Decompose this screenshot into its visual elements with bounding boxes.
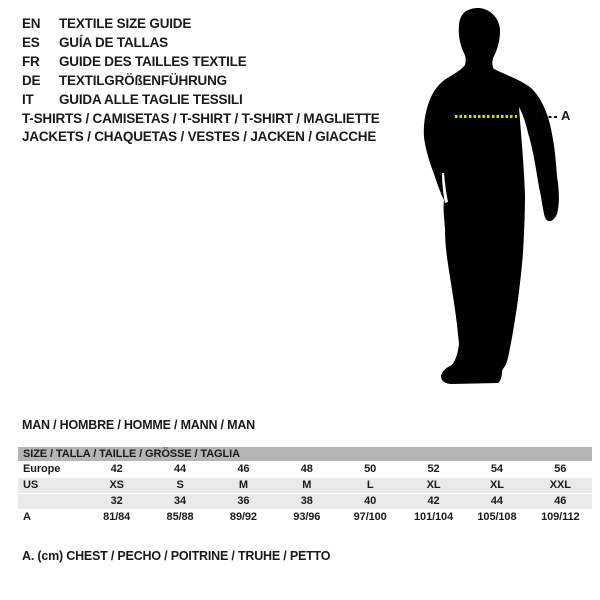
table-cell: 101/104 <box>414 511 454 523</box>
table-cell: S <box>176 479 184 491</box>
table-cell: 97/100 <box>353 511 387 523</box>
table-cell: 56 <box>554 463 567 475</box>
language-row <box>22 90 247 109</box>
table-cell: 46 <box>554 495 567 507</box>
language-row <box>22 52 247 71</box>
measure-label-a: A <box>561 108 571 123</box>
table-cell: 32 <box>110 495 123 507</box>
language-code: EN <box>22 16 41 31</box>
row-label: Europe <box>23 463 61 475</box>
table-cell: M <box>302 479 312 491</box>
table-row-chest-a <box>18 510 592 526</box>
category-tshirts: T-SHIRTS / CAMISETAS / T-SHIRT / T-SHIRT / MAGLIETTE <box>22 111 380 126</box>
language-code: FR <box>22 54 40 69</box>
table-cell: XL <box>426 479 441 491</box>
table-cell: 105/108 <box>477 511 517 523</box>
row-label: US <box>23 479 39 491</box>
language-title: TEXTILGRÖßENFÜHRUNG <box>59 73 227 88</box>
table-cell: 50 <box>364 463 377 475</box>
table-cell: XS <box>109 479 124 491</box>
row-label: A <box>23 511 31 523</box>
language-code: ES <box>22 35 40 50</box>
table-cell: 46 <box>237 463 250 475</box>
table-cell: 38 <box>300 495 313 507</box>
table-cell: L <box>366 479 374 491</box>
table-cell: 34 <box>174 495 187 507</box>
category-jackets: JACKETS / CHAQUETAS / VESTES / JACKEN / GIACCHE <box>22 129 377 144</box>
table-cell: 54 <box>490 463 503 475</box>
language-title: GUIDA ALLE TAGLIE TESSILI <box>59 92 243 107</box>
table-cell: 48 <box>300 463 313 475</box>
table-cell: 40 <box>364 495 377 507</box>
language-code: DE <box>22 73 41 88</box>
table-cell: 44 <box>490 495 503 507</box>
measurement-footnote: A. (cm) CHEST / PECHO / POITRINE / TRUHE / PETTO <box>22 549 331 563</box>
man-silhouette-icon <box>420 5 565 390</box>
language-row <box>22 71 247 90</box>
garment-categories <box>22 110 380 146</box>
language-row <box>22 33 247 52</box>
table-cell: 42 <box>427 495 440 507</box>
table-cell: 36 <box>237 495 250 507</box>
language-title: TEXTILE SIZE GUIDE <box>59 16 192 31</box>
measure-leader-dashes <box>543 116 559 118</box>
table-cell: 89/92 <box>229 511 257 523</box>
row-label <box>18 494 85 509</box>
language-title: GUÍA DE TALLAS <box>59 35 168 50</box>
chest-measure-dashed-line <box>455 115 517 118</box>
table-cell: XXL <box>549 479 571 491</box>
table-cell: XL <box>490 479 504 491</box>
size-table <box>18 447 592 526</box>
size-table-header: SIZE / TALLA / TAILLE / GRÖSSE / TAGLIA <box>18 447 592 462</box>
table-cell: 109/112 <box>541 511 580 523</box>
table-cell: 52 <box>427 463 440 475</box>
table-cell: 44 <box>174 463 187 475</box>
language-title: GUIDE DES TAILLES TEXTILE <box>59 54 247 69</box>
table-row-uk-size <box>18 494 592 510</box>
table-cell: 93/96 <box>293 511 321 523</box>
table-cell: 81/84 <box>103 511 131 523</box>
table-cell: 42 <box>110 463 123 475</box>
language-row <box>22 14 247 33</box>
language-list <box>22 14 247 109</box>
table-cell: 85/88 <box>166 511 194 523</box>
section-title-man: MAN / HOMBRE / HOMME / MANN / MAN <box>22 418 255 432</box>
language-code: IT <box>22 92 34 107</box>
table-row-europe <box>18 462 592 478</box>
table-row-us <box>18 478 592 494</box>
table-cell: M <box>238 479 248 491</box>
